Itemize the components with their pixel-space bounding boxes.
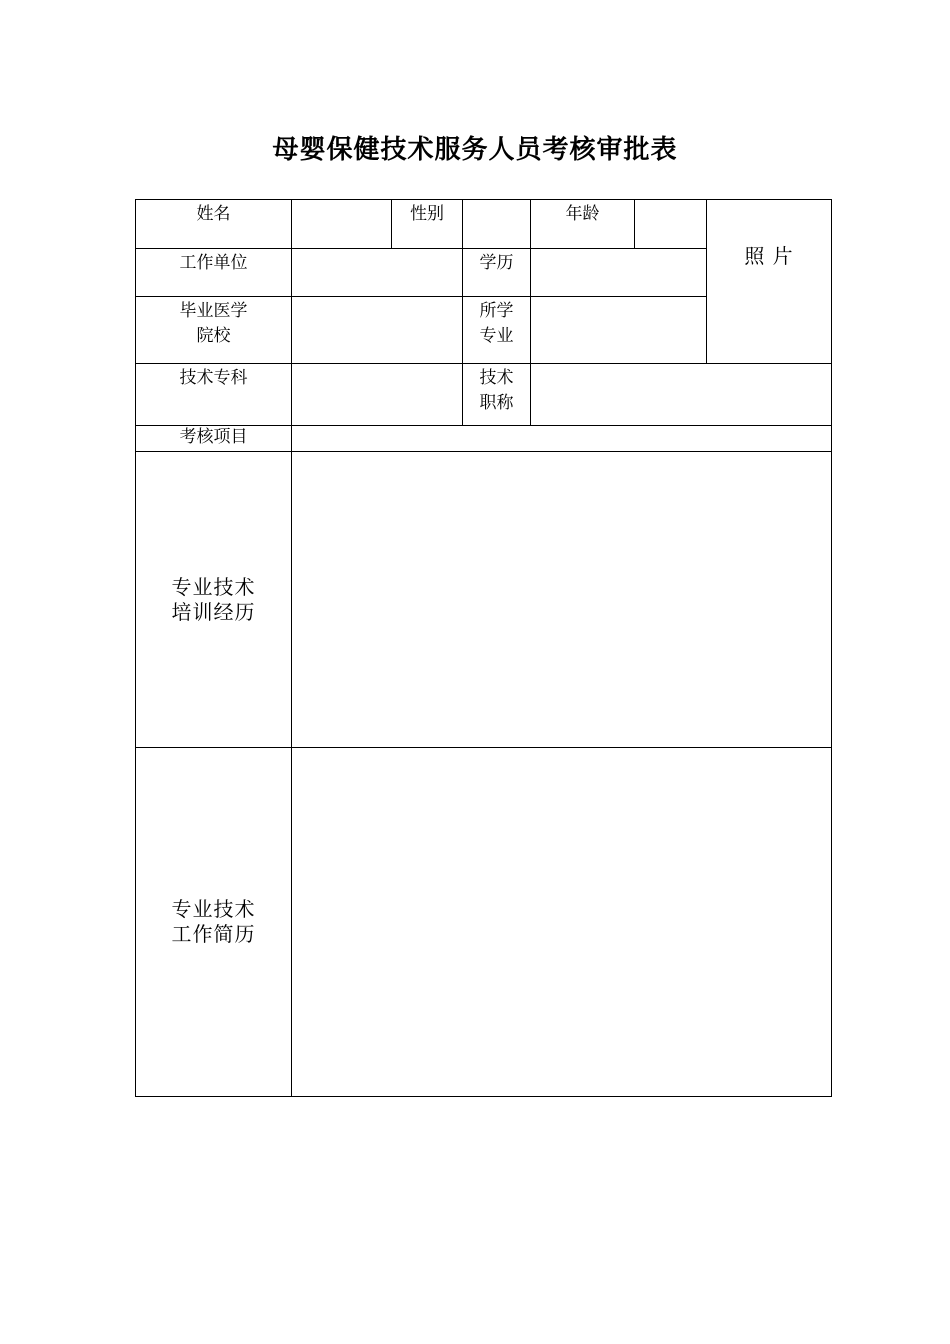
school-label-line2: 院校 — [196, 326, 231, 346]
school-field[interactable] — [292, 297, 463, 364]
training-label-line2: 培训经历 — [171, 599, 256, 624]
work-unit-label: 工作单位 — [136, 249, 292, 297]
work-history-field[interactable] — [292, 748, 832, 1097]
training-label-line1: 专业技术 — [171, 574, 256, 599]
work-history-label-line1: 专业技术 — [171, 897, 256, 921]
title-label-line1: 技术 — [479, 368, 514, 388]
row-basic-info — [136, 200, 832, 249]
gender-field[interactable] — [463, 200, 531, 249]
major-label-line1: 所学 — [479, 301, 514, 321]
specialty-label: 技术专科 — [136, 364, 292, 426]
major-label — [463, 297, 531, 364]
assessment-label: 考核项目 — [136, 426, 292, 452]
training-field[interactable] — [292, 452, 832, 748]
work-unit-field[interactable] — [292, 249, 463, 297]
name-field[interactable] — [292, 200, 392, 249]
row-work-history — [136, 748, 832, 1097]
school-label — [136, 297, 292, 364]
row-assessment — [136, 426, 832, 452]
education-label: 学历 — [463, 249, 531, 297]
assessment-field[interactable] — [292, 426, 832, 452]
name-label: 姓名 — [136, 200, 292, 249]
work-history-label-line2: 工作简历 — [171, 922, 256, 946]
row-specialty — [136, 364, 832, 426]
specialty-field[interactable] — [292, 364, 463, 426]
row-training — [136, 452, 832, 748]
title-label-line2: 职称 — [479, 393, 514, 413]
work-history-label — [136, 748, 292, 1097]
school-label-line1: 毕业医学 — [179, 301, 248, 321]
training-label — [136, 452, 292, 748]
page-title: 母婴保健技术服务人员考核审批表 — [272, 135, 678, 165]
title-field[interactable] — [531, 364, 832, 426]
approval-form-table — [135, 199, 832, 1097]
education-field[interactable] — [531, 249, 707, 297]
title-label — [463, 364, 531, 426]
age-field[interactable] — [635, 200, 707, 249]
photo-box[interactable]: 照 片 — [707, 200, 832, 364]
age-label: 年龄 — [531, 200, 635, 249]
major-field[interactable] — [531, 297, 707, 364]
major-label-line2: 专业 — [479, 326, 514, 346]
gender-label: 性别 — [392, 200, 463, 249]
